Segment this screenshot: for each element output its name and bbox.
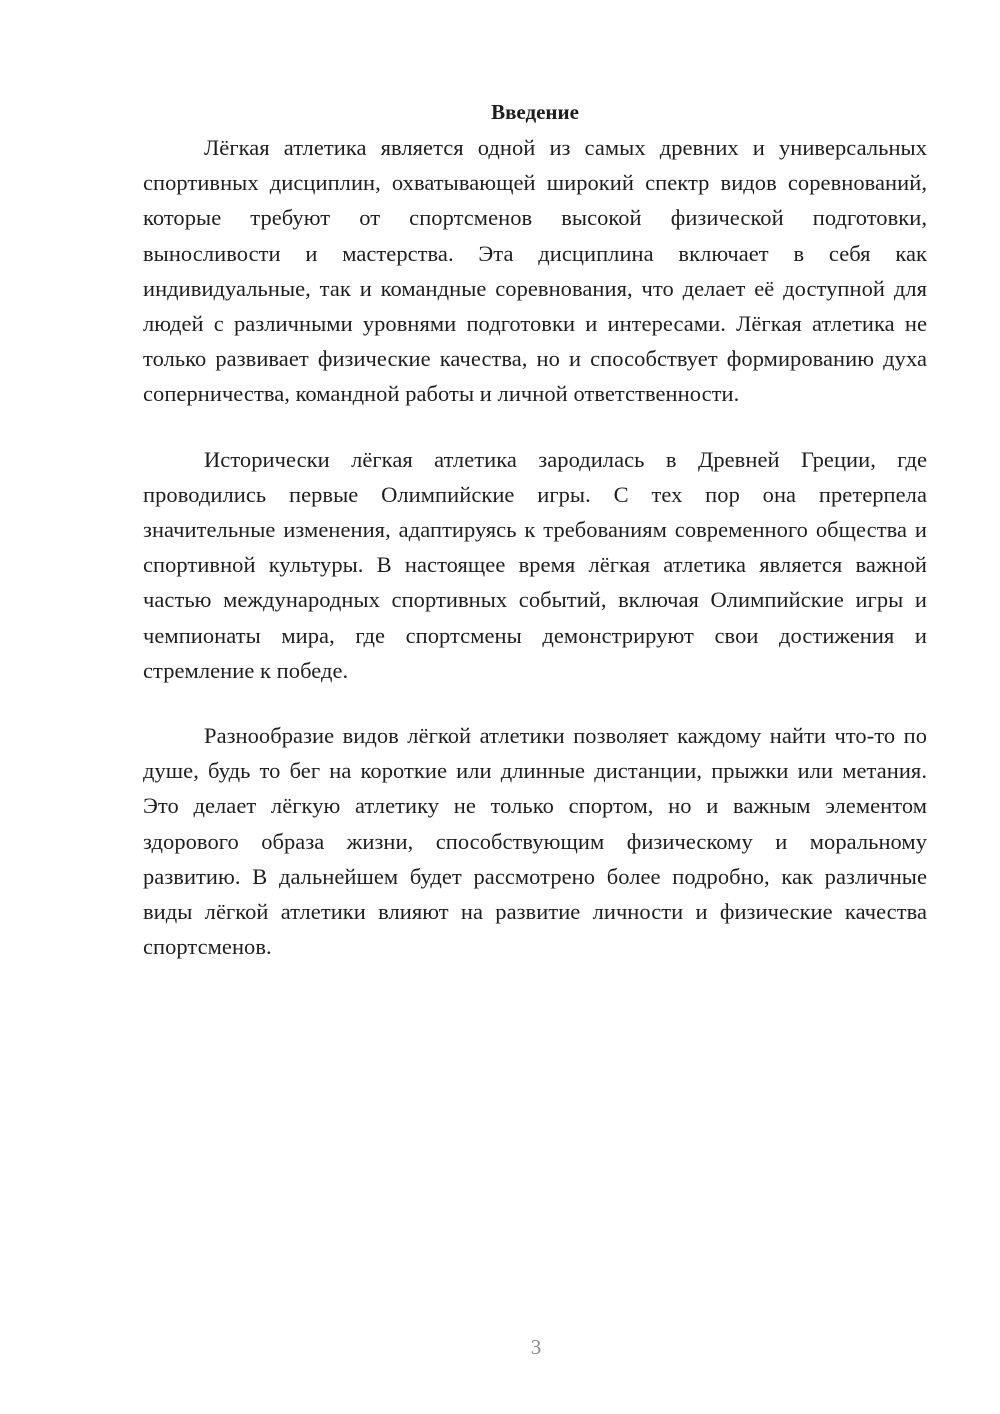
paragraph-diversity: Разнообразие видов лёгкой атлетики позволяет каждому найти что-то по душе, будь то бег на короткие или длинные дистанции, прыжки или метания. Это делает лёгкую атлетику не только спортом, но и важным элементом здорового образа жизни, способствующим физическому и моральному развитию. В дальнейшем будет рассмотрено более подробно, как различные виды лёгкой атлетики влияют на развитие личности и физические качества спортсменов. — [143, 723, 927, 960]
page-number: 3 — [530, 1335, 542, 1359]
paragraph-intro: Лёгкая атлетика является одной из самых древних и универсальных спортивных дисциплин, охватывающей широкий спектр видов соревнований, которые требуют от спортсменов высокой физической подготовки, выносливости и мастерства. Эта дисциплина включает в себя как индивидуальные, так и командные соревнования, что делает её доступной для людей с различными уровнями подготовки и интересами. Лёгкая атлетика не только развивает физические качества, но и способствует формированию духа соперничества, командной работы и личной ответственности. — [143, 135, 927, 407]
page-content — [143, 98, 927, 964]
paragraph-history: Исторически лёгкая атлетика зародилась в Древней Греции, где проводились первые Олимпийские игры. С тех пор она претерпела значительные изменения, адаптируясь к требованиям современного общества и спортивной культуры. В настоящее время лёгкая атлетика является важной частью международных спортивных событий, включая Олимпийские игры и чемпионаты мира, где спортсмены демонстрируют свои достижения и стремление к победе. — [143, 446, 927, 683]
section-heading: Введение — [491, 100, 579, 124]
